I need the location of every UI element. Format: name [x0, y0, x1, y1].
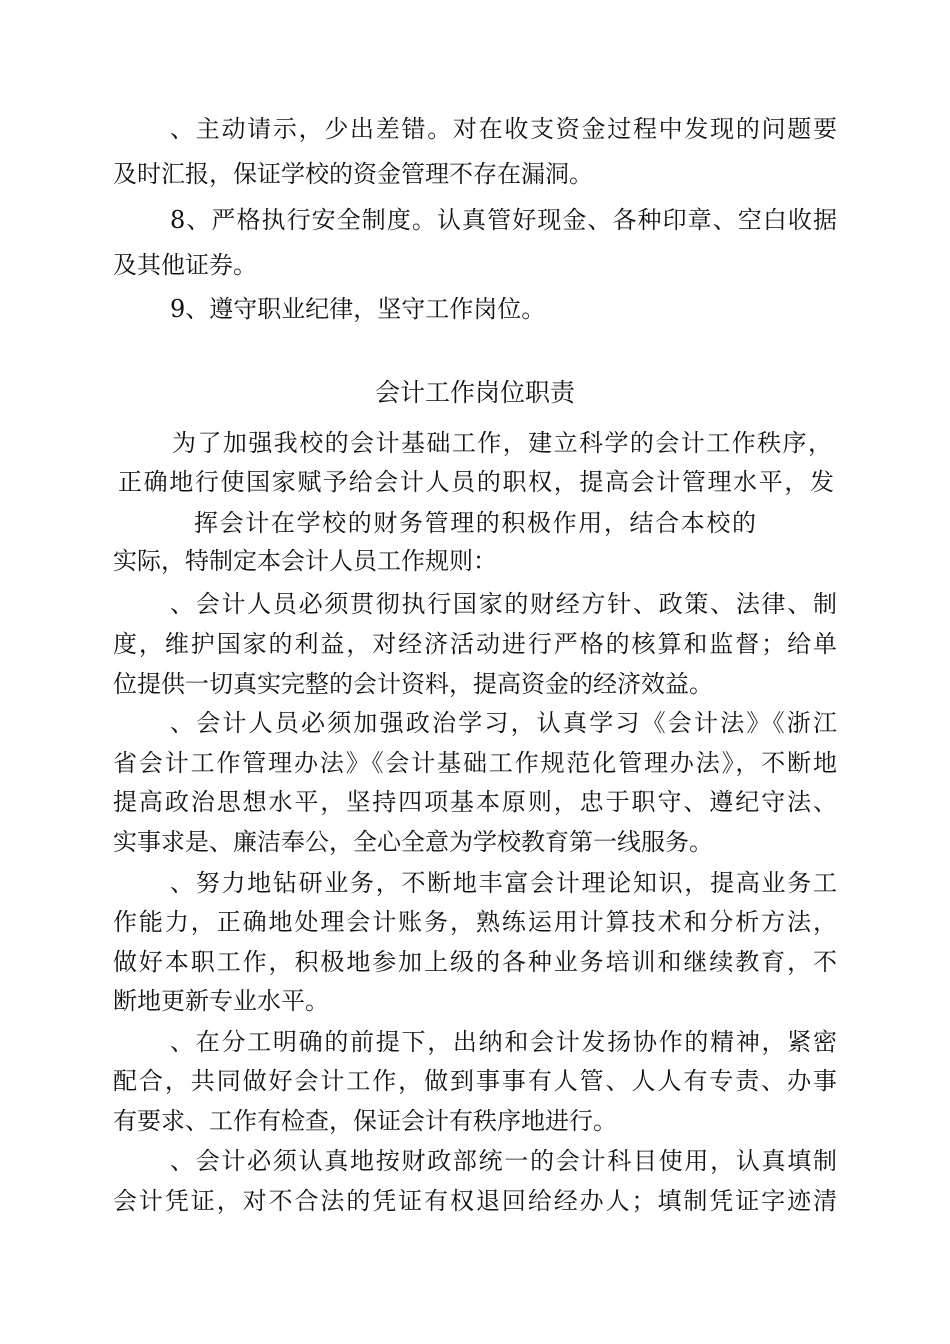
rule-line: 做好本职工作，积极地参加上级的各种业务培训和继续教育，不 [113, 948, 837, 976]
intro-line: 为了加强我校的会计基础工作，建立科学的会计工作秩序， [172, 429, 832, 457]
rule-line: 、会计必须认真地按财政部统一的会计科目使用，认真填制 [170, 1147, 837, 1175]
rule-line: 、努力地钻研业务，不断地丰富会计理论知识，提高业务工 [170, 869, 837, 897]
rule-line: 作能力，正确地处理会计账务，熟练运用计算技术和分析方法， [113, 908, 837, 936]
section-title: 会计工作岗位职责 [374, 378, 575, 407]
rule-line: 配合，共同做好会计工作，做到事事有人管、人人有专责、办事 [113, 1067, 837, 1095]
rule-line: 位提供一切真实完整的会计资料，提高资金的经济效益。 [113, 670, 713, 698]
rule-line: 、会计人员必须贯彻执行国家的财经方针、政策、法律、制 [170, 590, 837, 618]
paragraph-line: 及时汇报，保证学校的资金管理不存在漏洞。 [113, 160, 593, 188]
rule-line: 、会计人员必须加强政治学习，认真学习《会计法》《浙江 [170, 709, 837, 737]
rule-line: 会计凭证，对不合法的凭证有权退回给经办人；填制凭证字迹清 [113, 1187, 837, 1215]
rule-line: 省会计工作管理办法》《会计基础工作规范化管理办法》，不断地 [113, 749, 837, 777]
rule-line: 提高政治思想水平，坚持四项基本原则，忠于职守、遵纪守法、 [113, 788, 837, 816]
paragraph-line: 8、严格执行安全制度。认真管好现金、各种印章、空白收据 [170, 206, 837, 234]
intro-line: 正确地行使国家赋予给会计人员的职权，提高会计管理水平，发 [118, 468, 834, 496]
rule-line: 断地更新专业水平。 [113, 987, 329, 1015]
paragraph-line: 及其他证券。 [113, 251, 257, 279]
rule-line: 、在分工明确的前提下，出纳和会计发扬协作的精神，紧密 [170, 1028, 837, 1056]
intro-line: 挥会计在学校的财务管理的积极作用，结合本校的 [194, 509, 756, 537]
rule-line: 度，维护国家的利益，对经济活动进行严格的核算和监督；给单 [113, 630, 837, 658]
rule-line: 有要求、工作有检查，保证会计有秩序地进行。 [113, 1107, 617, 1135]
intro-line: 实际，特制定本会计人员工作规则： [113, 547, 497, 575]
paragraph-line: 9、遵守职业纪律，坚守工作岗位。 [170, 295, 546, 323]
paragraph-line: 、主动请示，少出差错。对在收支资金过程中发现的问题要 [170, 115, 837, 143]
rule-line: 实事求是、廉洁奉公，全心全意为学校教育第一线服务。 [113, 828, 713, 856]
